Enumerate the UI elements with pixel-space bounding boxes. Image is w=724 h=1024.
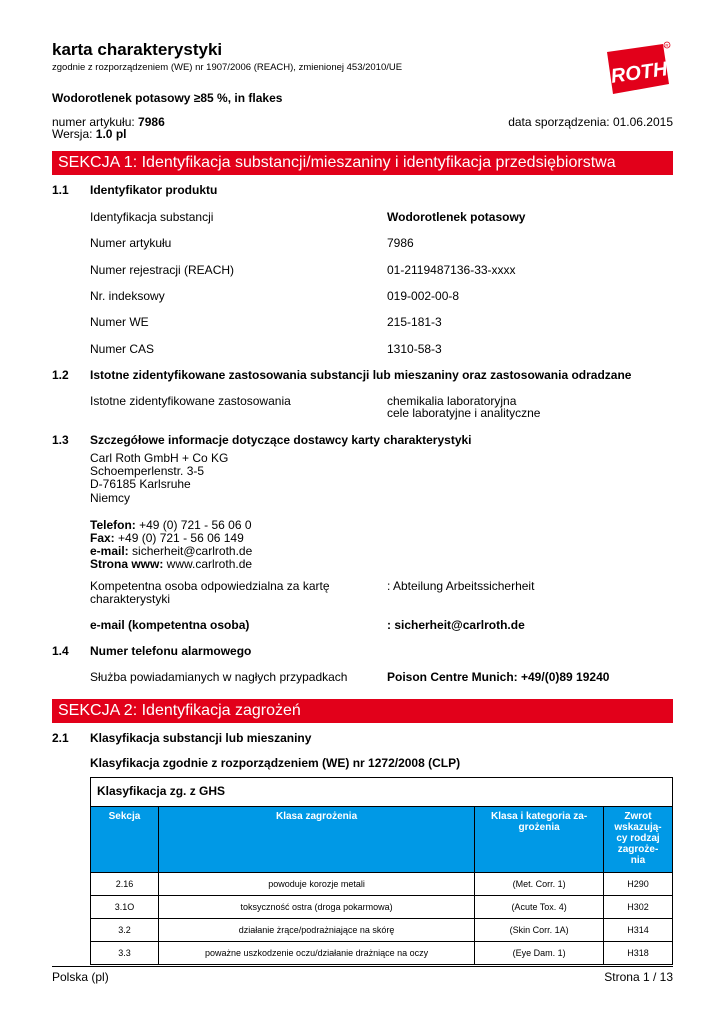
column-header: Klasa zagrożenia bbox=[158, 806, 474, 872]
subsection-number: 1.3 bbox=[52, 433, 69, 447]
phone-label: Telefon: bbox=[90, 518, 136, 532]
column-header: Klasa i kategoria za- grożenia bbox=[475, 806, 604, 872]
carl-roth-logo bbox=[603, 40, 673, 98]
subsection-title: Istotne zidentyfikowane zastosowania substancji lub mieszaniny oraz zastosowania odradzane bbox=[90, 368, 632, 382]
competent-person-value: : Abteilung Arbeitssicherheit bbox=[387, 579, 535, 593]
table-cell: 3.2 bbox=[91, 918, 159, 941]
table-cell: 2.16 bbox=[91, 872, 159, 895]
subsection-number: 1.2 bbox=[52, 368, 69, 382]
field-label: Numer artykułu bbox=[90, 236, 172, 250]
subsection-title: Klasyfikacja substancji lub mieszaniny bbox=[90, 731, 312, 745]
version bbox=[52, 128, 126, 142]
footer-language: Polska (pl) bbox=[52, 970, 109, 984]
classification-regulation-title: Klasyfikacja zgodnie z rozporządzeniem (WE) nr 1272/2008 (CLP) bbox=[90, 756, 461, 770]
supplier-address-line: Schoemperlenstr. 3-5 bbox=[90, 464, 205, 478]
competent-email-label: e-mail (kompetentna osoba) bbox=[90, 618, 250, 632]
field-label: Numer WE bbox=[90, 315, 149, 329]
field-value: 215-181-3 bbox=[387, 315, 442, 329]
product-name-line: Wodorotlenek potasowy ≥85 %, in flakes bbox=[52, 91, 283, 105]
field-value: 1310-58-3 bbox=[387, 342, 442, 356]
field-value: Wodorotlenek potasowy bbox=[387, 210, 526, 224]
field-label: Nr. indeksowy bbox=[90, 289, 165, 303]
website-value[interactable]: www.carlroth.de bbox=[163, 557, 253, 571]
svg-text:ROTH: ROTH bbox=[609, 58, 669, 88]
table-cell: H290 bbox=[604, 872, 673, 895]
emergency-phone-value: Poison Centre Munich: +49/(0)89 19240 bbox=[387, 670, 610, 684]
footer-divider bbox=[52, 966, 673, 967]
table-cell: H318 bbox=[604, 941, 673, 964]
table-cell: toksyczność ostra (droga pokarmowa) bbox=[158, 895, 474, 918]
subsection-title: Szczegółowe informacje dotyczące dostawcy karty charakterystyki bbox=[90, 433, 472, 447]
version-label: Wersja: bbox=[52, 127, 93, 141]
table-cell: działanie żrące/podrażniające na skórę bbox=[158, 918, 474, 941]
field-label: Identyfikacja substancji bbox=[90, 210, 214, 224]
email-value[interactable]: sicherheit@carlroth.de bbox=[128, 544, 253, 558]
fax-value: +49 (0) 721 - 56 06 149 bbox=[114, 531, 244, 545]
supplier-address-line: Carl Roth GmbH + Co KG bbox=[90, 451, 229, 465]
version-value: 1.0 pl bbox=[95, 127, 127, 141]
field-value: chemikalia laboratoryjna bbox=[387, 394, 517, 408]
table-row bbox=[91, 941, 673, 964]
table-row bbox=[91, 872, 673, 895]
table-cell: powoduje korozje metali bbox=[158, 872, 474, 895]
table-cell: (Eye Dam. 1) bbox=[475, 941, 604, 964]
article-number-label: numer artykułu: bbox=[52, 115, 135, 129]
supplier-address-line: Niemcy bbox=[90, 491, 131, 505]
table-cell: 3.3 bbox=[91, 941, 159, 964]
subsection-title: Numer telefonu alarmowego bbox=[90, 644, 252, 658]
field-value: 01-2119487136-33-xxxx bbox=[387, 263, 516, 277]
article-number-value: 7986 bbox=[138, 115, 165, 129]
subsection-title: Identyfikator produktu bbox=[90, 183, 218, 197]
table-cell: (Acute Tox. 4) bbox=[475, 895, 604, 918]
section-2-banner: SEKCJA 2: Identyfikacja zagrożeń bbox=[52, 699, 673, 723]
subsection-number: 1.1 bbox=[52, 183, 69, 197]
ghs-classification-table bbox=[90, 777, 673, 965]
column-header: Sekcja bbox=[91, 806, 159, 872]
document-subtitle: zgodnie z rozporządzeniem (WE) nr 1907/2006 (REACH), zmienionej 453/2010/UE bbox=[52, 62, 403, 73]
competent-person-label-cont: charakterystyki bbox=[90, 592, 171, 606]
field-label: Służba powiadamianych w nagłych przypadkach bbox=[90, 670, 348, 684]
field-label: Istotne zidentyfikowane zastosowania bbox=[90, 394, 291, 408]
email-label: e-mail: bbox=[90, 544, 129, 558]
column-header: Zwrot wskazują- cy rodzaj zagroże- nia bbox=[604, 806, 673, 872]
supplier-address-line: D-76185 Karlsruhe bbox=[90, 477, 191, 491]
table-row bbox=[91, 895, 673, 918]
field-value: 7986 bbox=[387, 236, 414, 250]
document-title: karta charakterystyki bbox=[52, 40, 223, 59]
website-label: Strona www: bbox=[90, 557, 164, 571]
phone-value: +49 (0) 721 - 56 06 0 bbox=[135, 518, 252, 532]
subsection-number: 2.1 bbox=[52, 731, 69, 745]
table-title: Klasyfikacja zg. z GHS bbox=[91, 778, 673, 807]
table-cell: poważne uszkodzenie oczu/działanie drażniące na oczy bbox=[158, 941, 474, 964]
fax-label: Fax: bbox=[90, 531, 115, 545]
field-label: Numer CAS bbox=[90, 342, 155, 356]
table-cell: H302 bbox=[604, 895, 673, 918]
creation-date: data sporządzenia: 01.06.2015 bbox=[508, 115, 673, 129]
competent-email-value[interactable]: : sicherheit@carlroth.de bbox=[387, 618, 525, 632]
table-cell: H314 bbox=[604, 918, 673, 941]
competent-person-label: Kompetentna osoba odpowiedzialna za kartę bbox=[90, 579, 330, 593]
table-header-row bbox=[91, 806, 673, 872]
field-value: cele laboratyjne i analityczne bbox=[387, 406, 541, 420]
footer-page-number: Strona 1 / 13 bbox=[604, 970, 673, 984]
table-row bbox=[91, 918, 673, 941]
svg-text:R: R bbox=[665, 43, 669, 48]
field-label: Numer rejestracji (REACH) bbox=[90, 263, 235, 277]
table-cell: (Skin Corr. 1A) bbox=[475, 918, 604, 941]
supplier-website bbox=[90, 558, 252, 572]
section-1-banner: SEKCJA 1: Identyfikacja substancji/mieszaniny i identyfikacja przedsiębiorstwa bbox=[52, 151, 673, 175]
subsection-number: 1.4 bbox=[52, 644, 69, 658]
table-cell: (Met. Corr. 1) bbox=[475, 872, 604, 895]
table-cell: 3.1O bbox=[91, 895, 159, 918]
field-value: 019-002-00-8 bbox=[387, 289, 460, 303]
